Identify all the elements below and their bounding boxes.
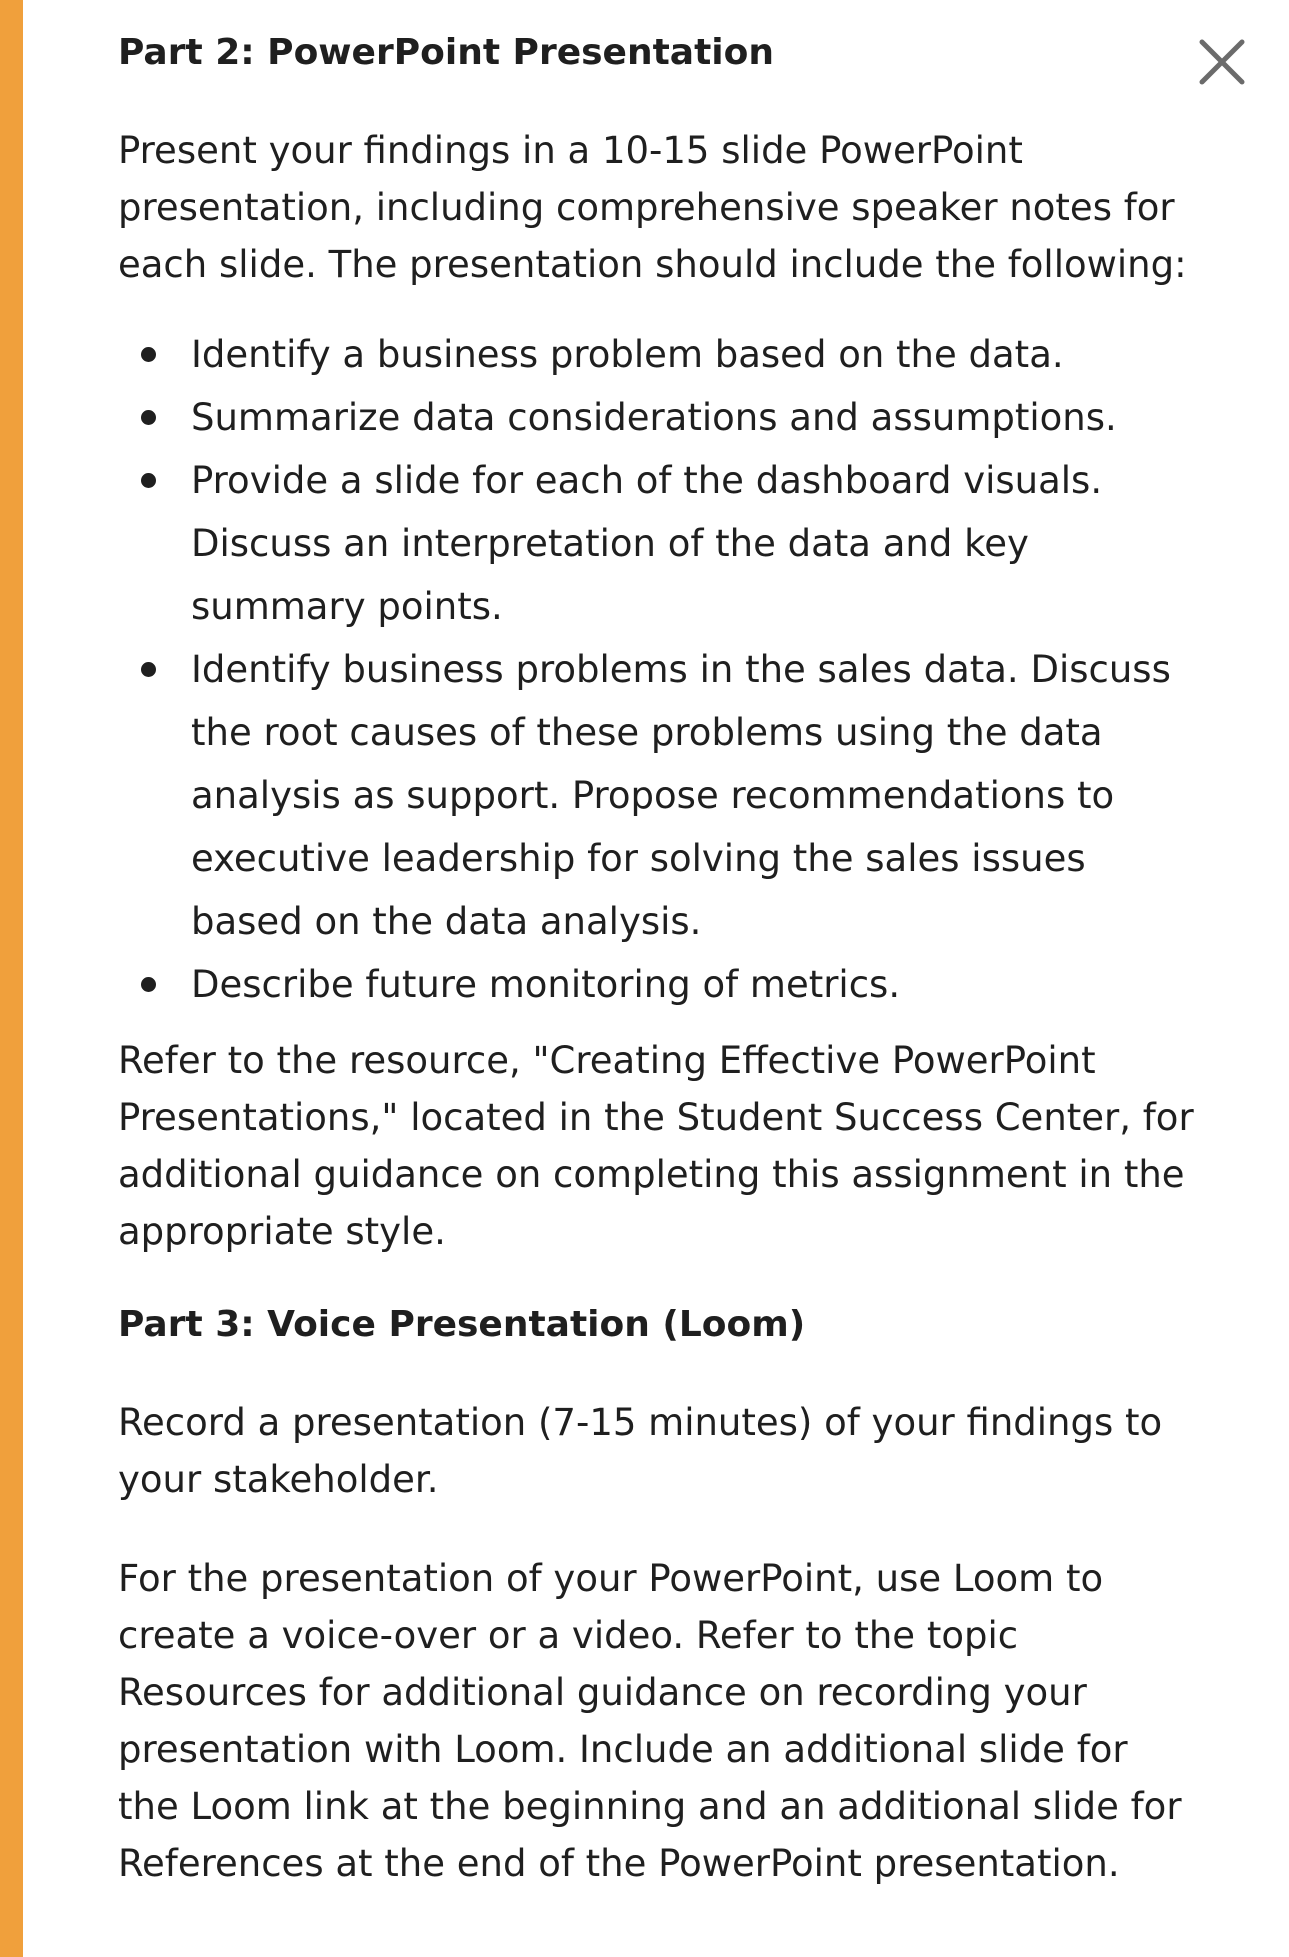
part2-intro: Present your findings in a 10-15 slide PowerPoint presentation, including comprehensive speaker notes for each slide. The presentation should include the following: — [118, 129, 1187, 286]
list-item: Provide a slide for each of the dashboard visuals. Discuss an interpretation of the data and key summary points. — [118, 449, 1198, 638]
part2-resource-note: Refer to the resource, "Creating Effective PowerPoint Presentations," located in the Student Success Center, for additional guidance on completing this assignment in the appropriate style. — [118, 1039, 1194, 1253]
close-icon — [1196, 36, 1248, 88]
part3-record-instruction: Record a presentation (7-15 minutes) of your findings to your stakeholder. — [118, 1401, 1163, 1501]
list-item: Summarize data considerations and assumptions. — [118, 386, 1198, 449]
close-button[interactable] — [1196, 36, 1248, 88]
list-item: Identify business problems in the sales data. Discuss the root causes of these problems using the data analysis as support. Propose recommendations to executive leadership for solving the sales issues based on the data analysis. — [118, 638, 1198, 953]
list-item: Describe future monitoring of metrics. — [118, 953, 1198, 1016]
assignment-content — [118, 28, 1198, 1892]
part2-requirements-list — [118, 323, 1198, 1016]
part3-title: Part 3: Voice Presentation (Loom) — [118, 1304, 806, 1345]
accent-bar — [0, 0, 23, 1957]
list-item: Identify a business problem based on the data. — [118, 323, 1198, 386]
part2-title: Part 2: PowerPoint Presentation — [118, 32, 774, 73]
part3-loom-instruction: For the presentation of your PowerPoint, use Loom to create a voice-over or a video. Refer to the topic Resources for additional guidance on recording your presentation with Loom. Include an additional slide for the Loom link at the beginning and an additional slide for References at the end of the PowerPoint presentation. — [118, 1557, 1182, 1885]
